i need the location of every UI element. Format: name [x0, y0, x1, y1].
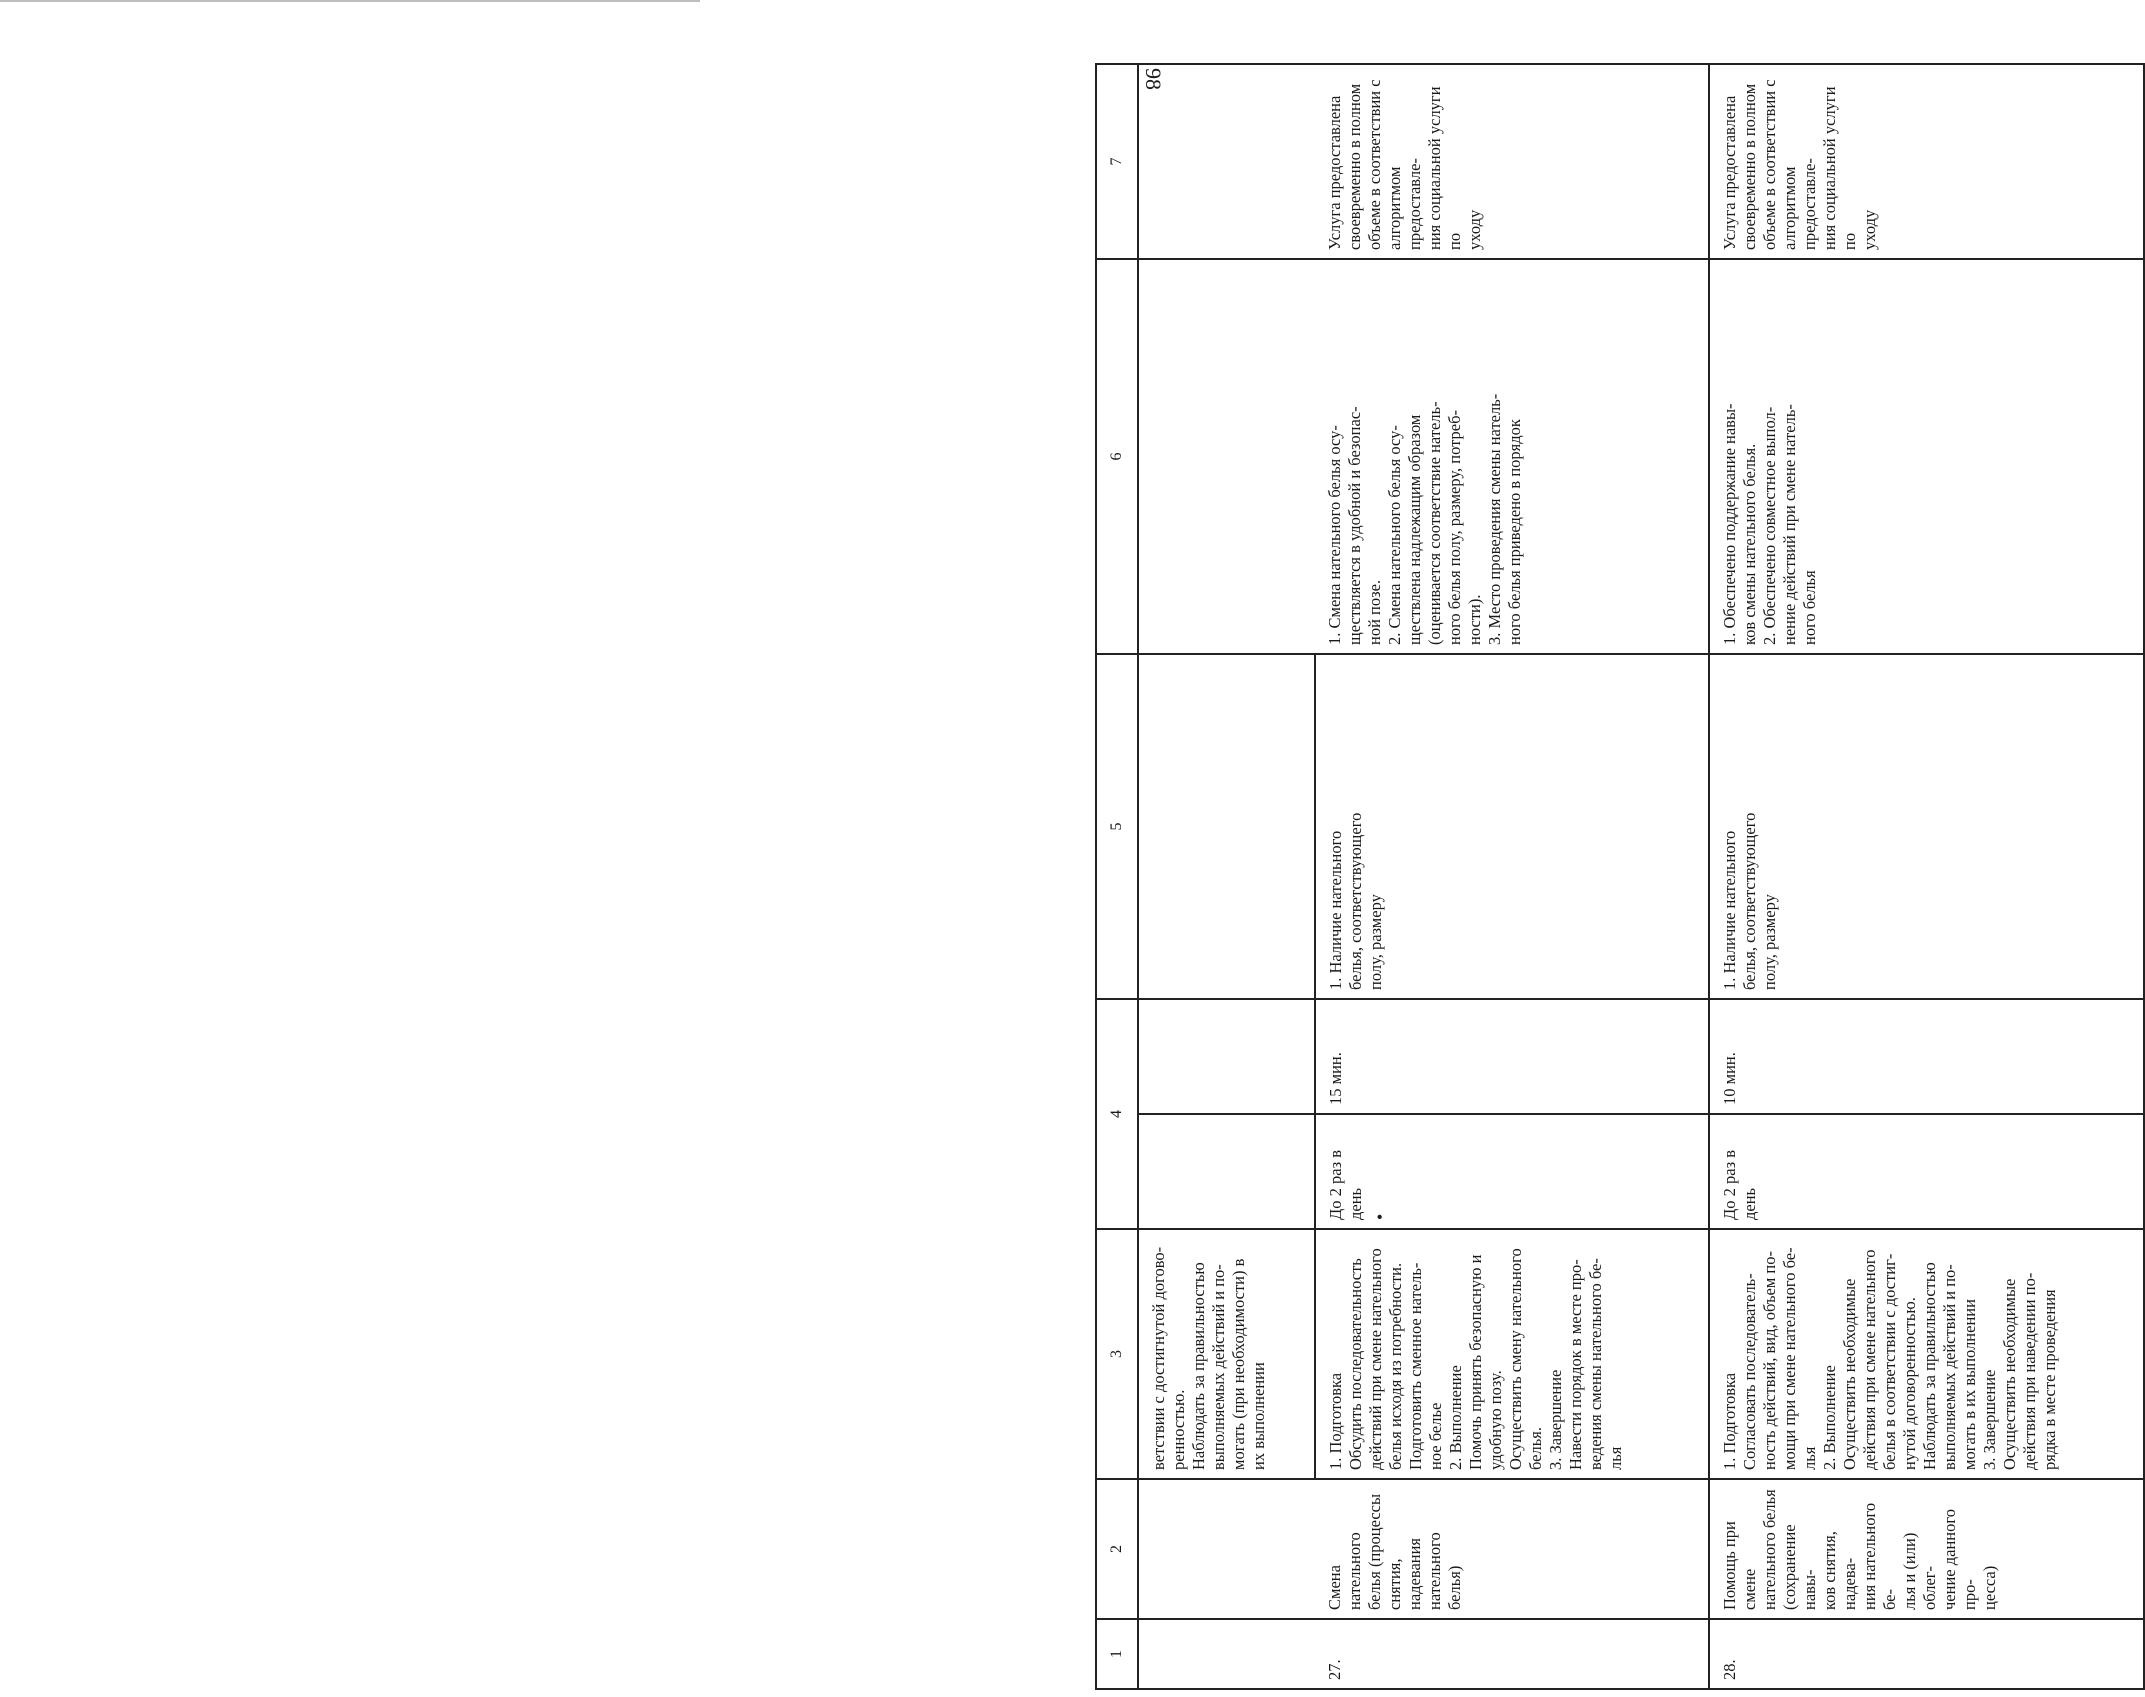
table-row — [1315, 64, 1709, 1689]
service-frequency: До 2 раз в день • — [1315, 1114, 1709, 1229]
service-result: Услуга предоставлена своевременно в полном объеме в соответствии с алгоритмом предоставле- ния социальной услуги по уходу — [1709, 64, 2144, 259]
service-quality: 1. Смена нательного белья осу- ществляется в удобной и безопас- ной позе. 2. Смена нательного белья осу- ществлена надлежащим образом (оценивается соответствие натель- ного белья полу, размеру, потреб- ности). 3. Место проведения смены натель- ного белья приведено в порядок — [1315, 259, 1709, 654]
scan-dot-mark: • — [1370, 1213, 1390, 1220]
service-name: Смена нательного белья (процессы снятия, надевания нательного белья) — [1315, 1479, 1709, 1619]
continuation-row — [1138, 64, 1315, 1689]
service-content: 1. Подготовка Обсудить последовательность действий при смене нательного белья исходя из потребности. Подготовить сменное натель- ное белье 2. Выполнение Помочь принять безопасную и удобную позу. Осуществить смену нательного белья. 3. Завершение Навести порядок в месте про- ведения смены нательного бе- лья — [1315, 1229, 1709, 1479]
service-content: 1. Подготовка Согласовать последователь- ность действий, вид, объем по- мощи при смене нательного бе- лья 2. Выполнение Осуществить необходимые действия при смене нательного белья в соответствии с достиг- нутой договоренностью. Наблюдать за правильностью выполняемых действий и по- могать в их выполнении 3. Завершение Осуществить необходимые действия при наведении по- рядка в месте проведения — [1709, 1229, 2144, 1479]
service-duration: 15 мин. — [1315, 999, 1709, 1114]
row-number: 28. — [1709, 1619, 2144, 1689]
header-col-7: 7 — [1096, 64, 1138, 259]
continuation-content: ветствии с достигнутой догово- ренностью. Наблюдать за правильностью выполняемых действий и по- могать (при необходимости) в их выполнении — [1138, 1229, 1315, 1479]
service-duration: 10 мин. — [1709, 999, 2144, 1114]
table-row — [1709, 64, 2144, 1689]
header-col-3: 3 — [1096, 1229, 1138, 1479]
service-quality: 1. Обеспечено поддержание навы- ков смены нательного белья. 2. Обеспечено совместное выпол- нение действий при смене натель- ного белья — [1709, 259, 2144, 654]
services-table — [1095, 63, 2145, 1690]
header-col-2: 2 — [1096, 1479, 1138, 1619]
rotated-table-container — [1095, 65, 2075, 1690]
service-result: Услуга предоставлена своевременно в полном объеме в соответствии с алгоритмом предоставле- ния социальной услуги по уходу — [1315, 64, 1709, 259]
page-number: 98 — [1141, 68, 1166, 90]
service-name: Помощь при смене нательного белья (сохранение навы- ков снятия, надева- ния нательного бе- лья и (или) облег- чение данного про- цесса) — [1709, 1479, 2144, 1619]
header-col-4: 4 — [1096, 999, 1138, 1229]
header-col-5: 5 — [1096, 654, 1138, 999]
header-col-6: 6 — [1096, 259, 1138, 654]
service-frequency: До 2 раз в день — [1709, 1114, 2144, 1229]
service-conditions: 1. Наличие нательного белья, соответствующего полу, размеру — [1315, 654, 1709, 999]
header-row — [1096, 64, 1138, 1689]
scan-edge-line — [0, 0, 700, 2]
service-conditions: 1. Наличие нательного белья, соответствующего полу, размеру — [1709, 654, 2144, 999]
row-number: 27. — [1315, 1619, 1709, 1689]
header-col-1: 1 — [1096, 1619, 1138, 1689]
